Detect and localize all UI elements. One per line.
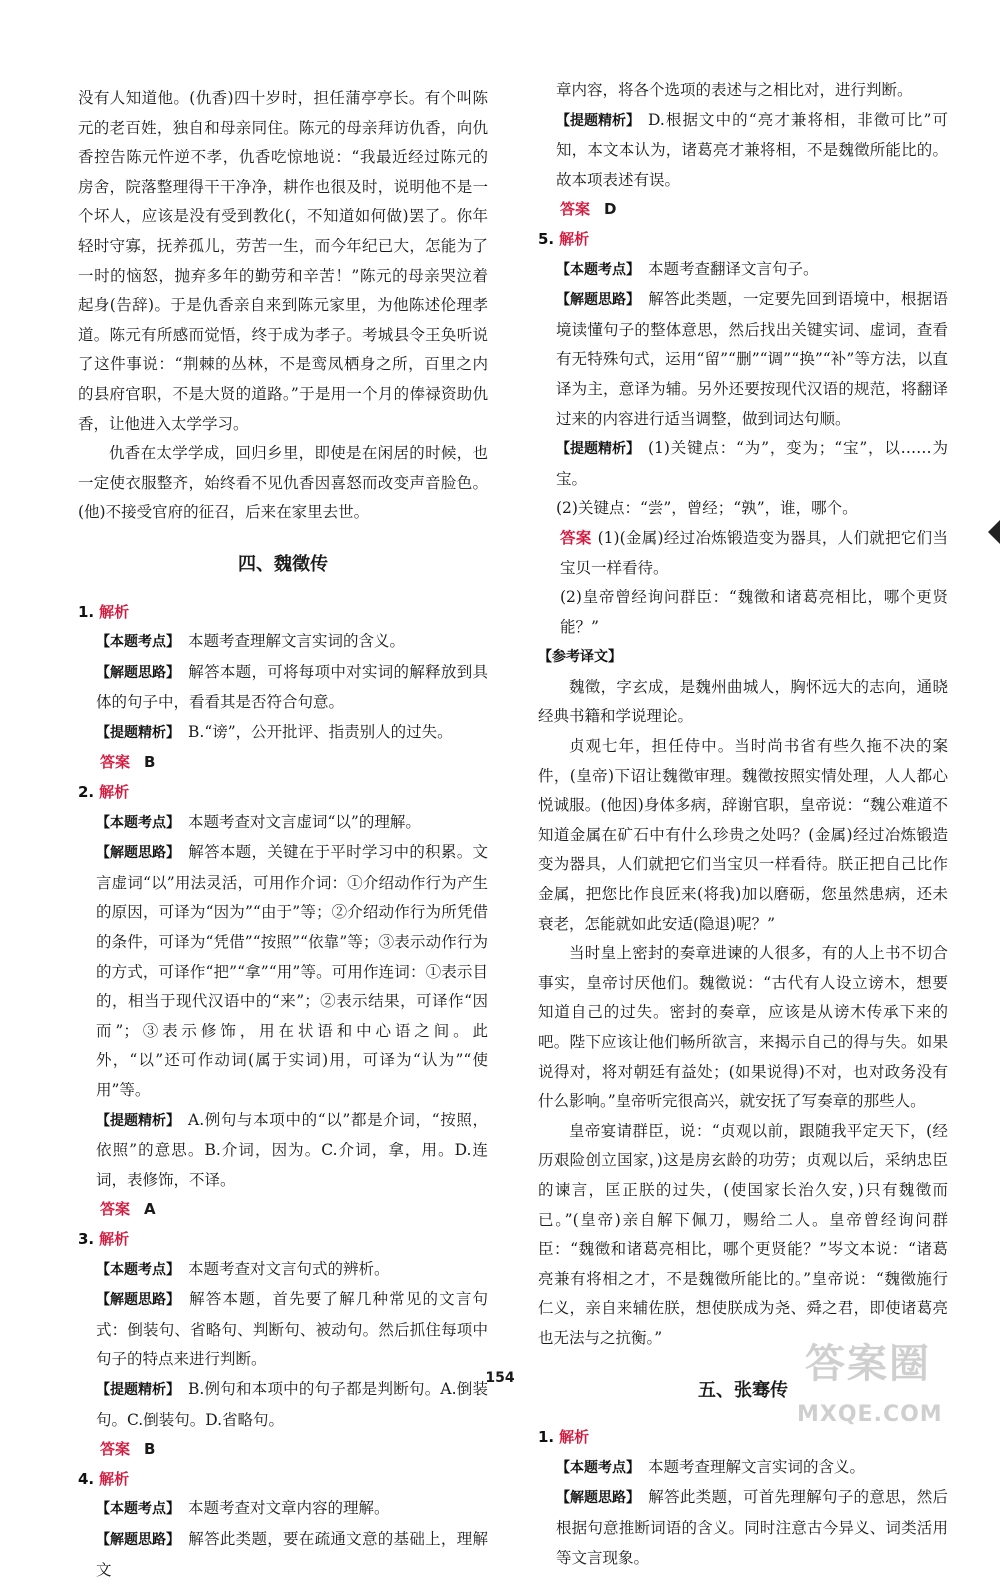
kaodian-text: 本题考查理解文言实词的含义。: [648, 1457, 866, 1476]
silu-text: 解答此类题，可首先理解句子的意思，然后根据句意推断词语的含义。同时注意古今异义、词类活用等文言现象。: [556, 1488, 948, 1567]
kaodian-text: 本题考查对文言句式的辨析。: [188, 1259, 390, 1278]
translation-paragraph: 贞观七年，担任侍中。当时尚书省有些久拖不决的案件，(皇帝)下诏让魏徵审理。魏徵按照实情处理，人人都心悦诚服。(他因)身体多病，辞谢官职，皇帝说：“魏公难道不知道金属在矿石中有什么珍贵之处吗？(金属)经过冶炼锻造变为器具，人们就把它们当宝贝一样看待。朕正把自己比作金属，把您比作良匠来(将我)加以磨砺，您虽然患病，还未衰老，怎能就如此安适(隐退)呢？”: [538, 737, 948, 933]
translation-paragraph: 当时皇上密封的奏章进谏的人很多，有的人上书不切合事实，皇帝讨厌他们。魏徵说：“古代有人设立谤木，想要知道自己的过失。密封的奏章，应该是从谤木传承下来的吧。陛下应该让他们畅所欲言，来揭示自己的得与失。如果说得对，将对朝廷有益处；(如果说得)不对，也对政务没有什么影响。”皇帝听完很高兴，就安抚了写奏章的那些人。: [538, 944, 948, 1111]
kaodian-tag: 【本题考点】: [96, 1261, 180, 1278]
silu-text: 解答本题，可将每项中对实词的解释放到具体的句子中，看看其是否符合句意。: [96, 662, 488, 712]
silu-text: 解答本题，首先要了解几种常见的文言句式：倒装句、省略句、判断句、被动句。然后抓住每项中句子的特点来进行判断。: [96, 1290, 488, 1369]
jingxi-tag: 【提题精析】: [96, 1112, 180, 1129]
analysis-label: 解析: [559, 229, 590, 248]
answer-value: B: [144, 753, 156, 772]
question-1: [78, 598, 488, 779]
jingxi-text: A.例句与本项中的“以”都是介词，“按照，依照”的意思。B.介词，因为。C.介词，拿，用。D.连词，表修饰，不译。: [96, 1110, 488, 1189]
analysis-label: 解析: [99, 602, 130, 621]
jingxi-text: (2)关键点：“尝”，曾经；“孰”，谁，哪个。: [556, 499, 858, 518]
section5-question-1: [538, 1423, 948, 1573]
question-3: [78, 1225, 488, 1465]
jingxi-tag: 【提题精析】: [96, 724, 180, 741]
jingxi-text: (1)关键点：“为”，变为；“宝”，以……为宝。: [556, 439, 948, 488]
kaodian-tag: 【本题考点】: [556, 1459, 640, 1476]
left-column: [78, 84, 488, 1585]
silu-tag: 【解题思路】: [96, 664, 180, 681]
analysis-label: 解析: [559, 1428, 590, 1447]
answer-label: 答案: [100, 1440, 131, 1459]
answer-label: 答案: [560, 200, 591, 219]
kaodian-text: 本题考查对文言虚词“以”的理解。: [188, 812, 421, 831]
analysis-label: 解析: [99, 1229, 130, 1248]
watermark-logo: [795, 1341, 980, 1430]
question-4: [78, 1465, 488, 1585]
question-5: [538, 225, 948, 642]
silu-text: 解答本题，关键在于平时学习中的积累。文言虚词“以”用法灵活，可用作介词：①介绍动作行为产生的原因，可译为“因为”“由于”等；②介绍动作行为所凭借的条件，可译为“凭借”“按照”“依靠”等；③表示动作行为的方式，可译作“把”“拿”“用”等。可用作连词：①表示目的，相当于现代汉语中的“来”；②表示结果，可译作“因而”；③表示修饰，用在状语和中心语之间。此外，“以”还可作动词(属于实词)用，可译为“认为”“使用”等。: [96, 843, 488, 1099]
question-number: 2.: [78, 783, 95, 802]
kaodian-text: 本题考查对文章内容的理解。: [188, 1499, 390, 1518]
answer-text: (2)皇帝曾经询问群臣：“魏徵和诸葛亮相比，哪个更贤能？”: [560, 588, 948, 636]
question-number: 1.: [78, 602, 95, 621]
silu-tag: 【解题思路】: [96, 1292, 180, 1309]
answer-label: 答案: [100, 753, 131, 772]
analysis-label: 解析: [99, 1469, 130, 1488]
translation-paragraph: 没有人知道他。(仇香)四十岁时，担任蒲亭亭长。有个叫陈元的老百姓，独自和母亲同住。陈元的母亲拜访仇香，向仇香控告陈元忤逆不孝，仇香吃惊地说：“我最近经过陈元的房舍，院落整理得干干净净，耕作也很及时，说明他不是一个坏人，应该是没有受到教化(，不知道如何做)罢了。你年轻时守寡，抚养孤儿，劳苦一生，而今年纪已大，怎能为了一时的恼怒，抛弃多年的勤劳和辛苦！”陈元的母亲哭泣着起身(告辞)。于是仇香亲自来到陈元家里，为他陈述伦理孝道。陈元有所感而觉悟，终于成为孝子。考城县令王奂听说了这件事说：“荆棘的丛林，不是鸾凤栖身之所，百里之内的县府官职，不是大贤的道路。”于是用一个月的俸禄资助仇香，让他进入太学学习。: [78, 89, 488, 433]
analysis-label: 解析: [99, 783, 130, 802]
jingxi-tag: 【提题精析】: [556, 441, 640, 458]
reference-tag: 【参考译文】: [538, 649, 622, 666]
reference-translation: [538, 642, 948, 1353]
question-number: 1.: [538, 1428, 555, 1447]
answer-value: A: [144, 1200, 156, 1219]
jingxi-text: B.例句和本项中的句子都是判断句。A.倒装句。C.倒装句。D.省略句。: [96, 1379, 488, 1429]
question-number: 4.: [78, 1469, 95, 1488]
jingxi-tag: 【提题精析】: [556, 112, 640, 129]
kaodian-tag: 【本题考点】: [556, 261, 640, 278]
answer-value: D: [604, 200, 617, 219]
kaodian-tag: 【本题考点】: [96, 1501, 180, 1518]
translation-paragraph: 皇帝宴请群臣，说：“贞观以前，跟随我平定天下，(经历艰险创立国家，)这是房玄龄的功劳；贞观以后，采纳忠臣的谏言，匡正朕的过失，(使国家长治久安，)只有魏徵而已。”(皇帝)亲自解下佩刀，赐给二人。皇帝曾经询问群臣：“魏徵和诸葛亮相比，哪个更贤能？”岑文本说：“诸葛亮兼有将相之才，不是魏徵所能比的。”皇帝说：“魏徵施行仁义，亲自来辅佐朕，想使朕成为尧、舜之君，即使诸葛亮也无法与之抗衡。”: [538, 1121, 948, 1347]
question-4-continued: 章内容，将各个选项的表述与之相比对，进行判断。: [556, 81, 913, 99]
silu-text: 解答此类题，一定要先回到语境中，根据语境读懂句子的整体意思，然后找出关键实词、虚词，查看有无特殊句式，运用“留”“删”“调”“换”“补”等方法，以直译为主，意译为辅。另外还要按现代汉语的规范，将翻译过来的内容进行适当调整，做到词达句顺。: [556, 290, 948, 428]
page-edge-mark: [988, 520, 1000, 544]
answer-label: 答案: [560, 528, 592, 547]
answer-label: 答案: [100, 1200, 131, 1219]
watermark-title: 答案圈: [805, 1341, 931, 1387]
question-number: 3.: [78, 1229, 95, 1248]
silu-tag: 【解题思路】: [556, 1490, 640, 1507]
section-title-weizheng: 四、魏徵传: [238, 553, 328, 575]
silu-text: 解答此类题，要在疏通文意的基础上，理解文: [96, 1529, 488, 1579]
page-number: 154: [485, 1370, 515, 1386]
silu-tag: 【解题思路】: [96, 845, 180, 862]
silu-tag: 【解题思路】: [96, 1531, 180, 1548]
watermark-url: MXQE.COM: [797, 1402, 943, 1427]
section-title-zhangqian: 五、张骞传: [698, 1379, 788, 1401]
kaodian-tag: 【本题考点】: [96, 814, 180, 831]
jingxi-text: D.根据文中的“亮才兼将相，非徵可比”可知，本文本认为，诸葛亮才兼将相，不是魏徵所能比的。故本项表述有误。: [556, 110, 948, 189]
kaodian-text: 本题考查理解文言实词的含义。: [188, 632, 406, 651]
translation-paragraph: 仇香在太学学成，回归乡里，即使是在闲居的时候，也一定使衣服整齐，始终看不见仇香因喜怒而改变声音脸色。(他)不接受官府的征召，后来在家里去世。: [78, 444, 488, 522]
silu-tag: 【解题思路】: [556, 292, 640, 309]
question-number: 5.: [538, 229, 555, 248]
answer-value: B: [144, 1440, 156, 1459]
question-2: [78, 778, 488, 1225]
answer-text: (1)(金属)经过冶炼锻造变为器具，人们就把它们当宝贝一样看待。: [560, 528, 948, 577]
kaodian-tag: 【本题考点】: [96, 634, 180, 651]
kaodian-text: 本题考查翻译文言句子。: [648, 259, 819, 278]
translation-paragraph: 魏徵，字玄成，是魏州曲城人，胸怀远大的志向，通晓经典书籍和学说理论。: [538, 677, 948, 726]
jingxi-tag: 【提题精析】: [96, 1381, 180, 1398]
jingxi-text: B.“谤”，公开批评、指责别人的过失。: [188, 722, 453, 741]
